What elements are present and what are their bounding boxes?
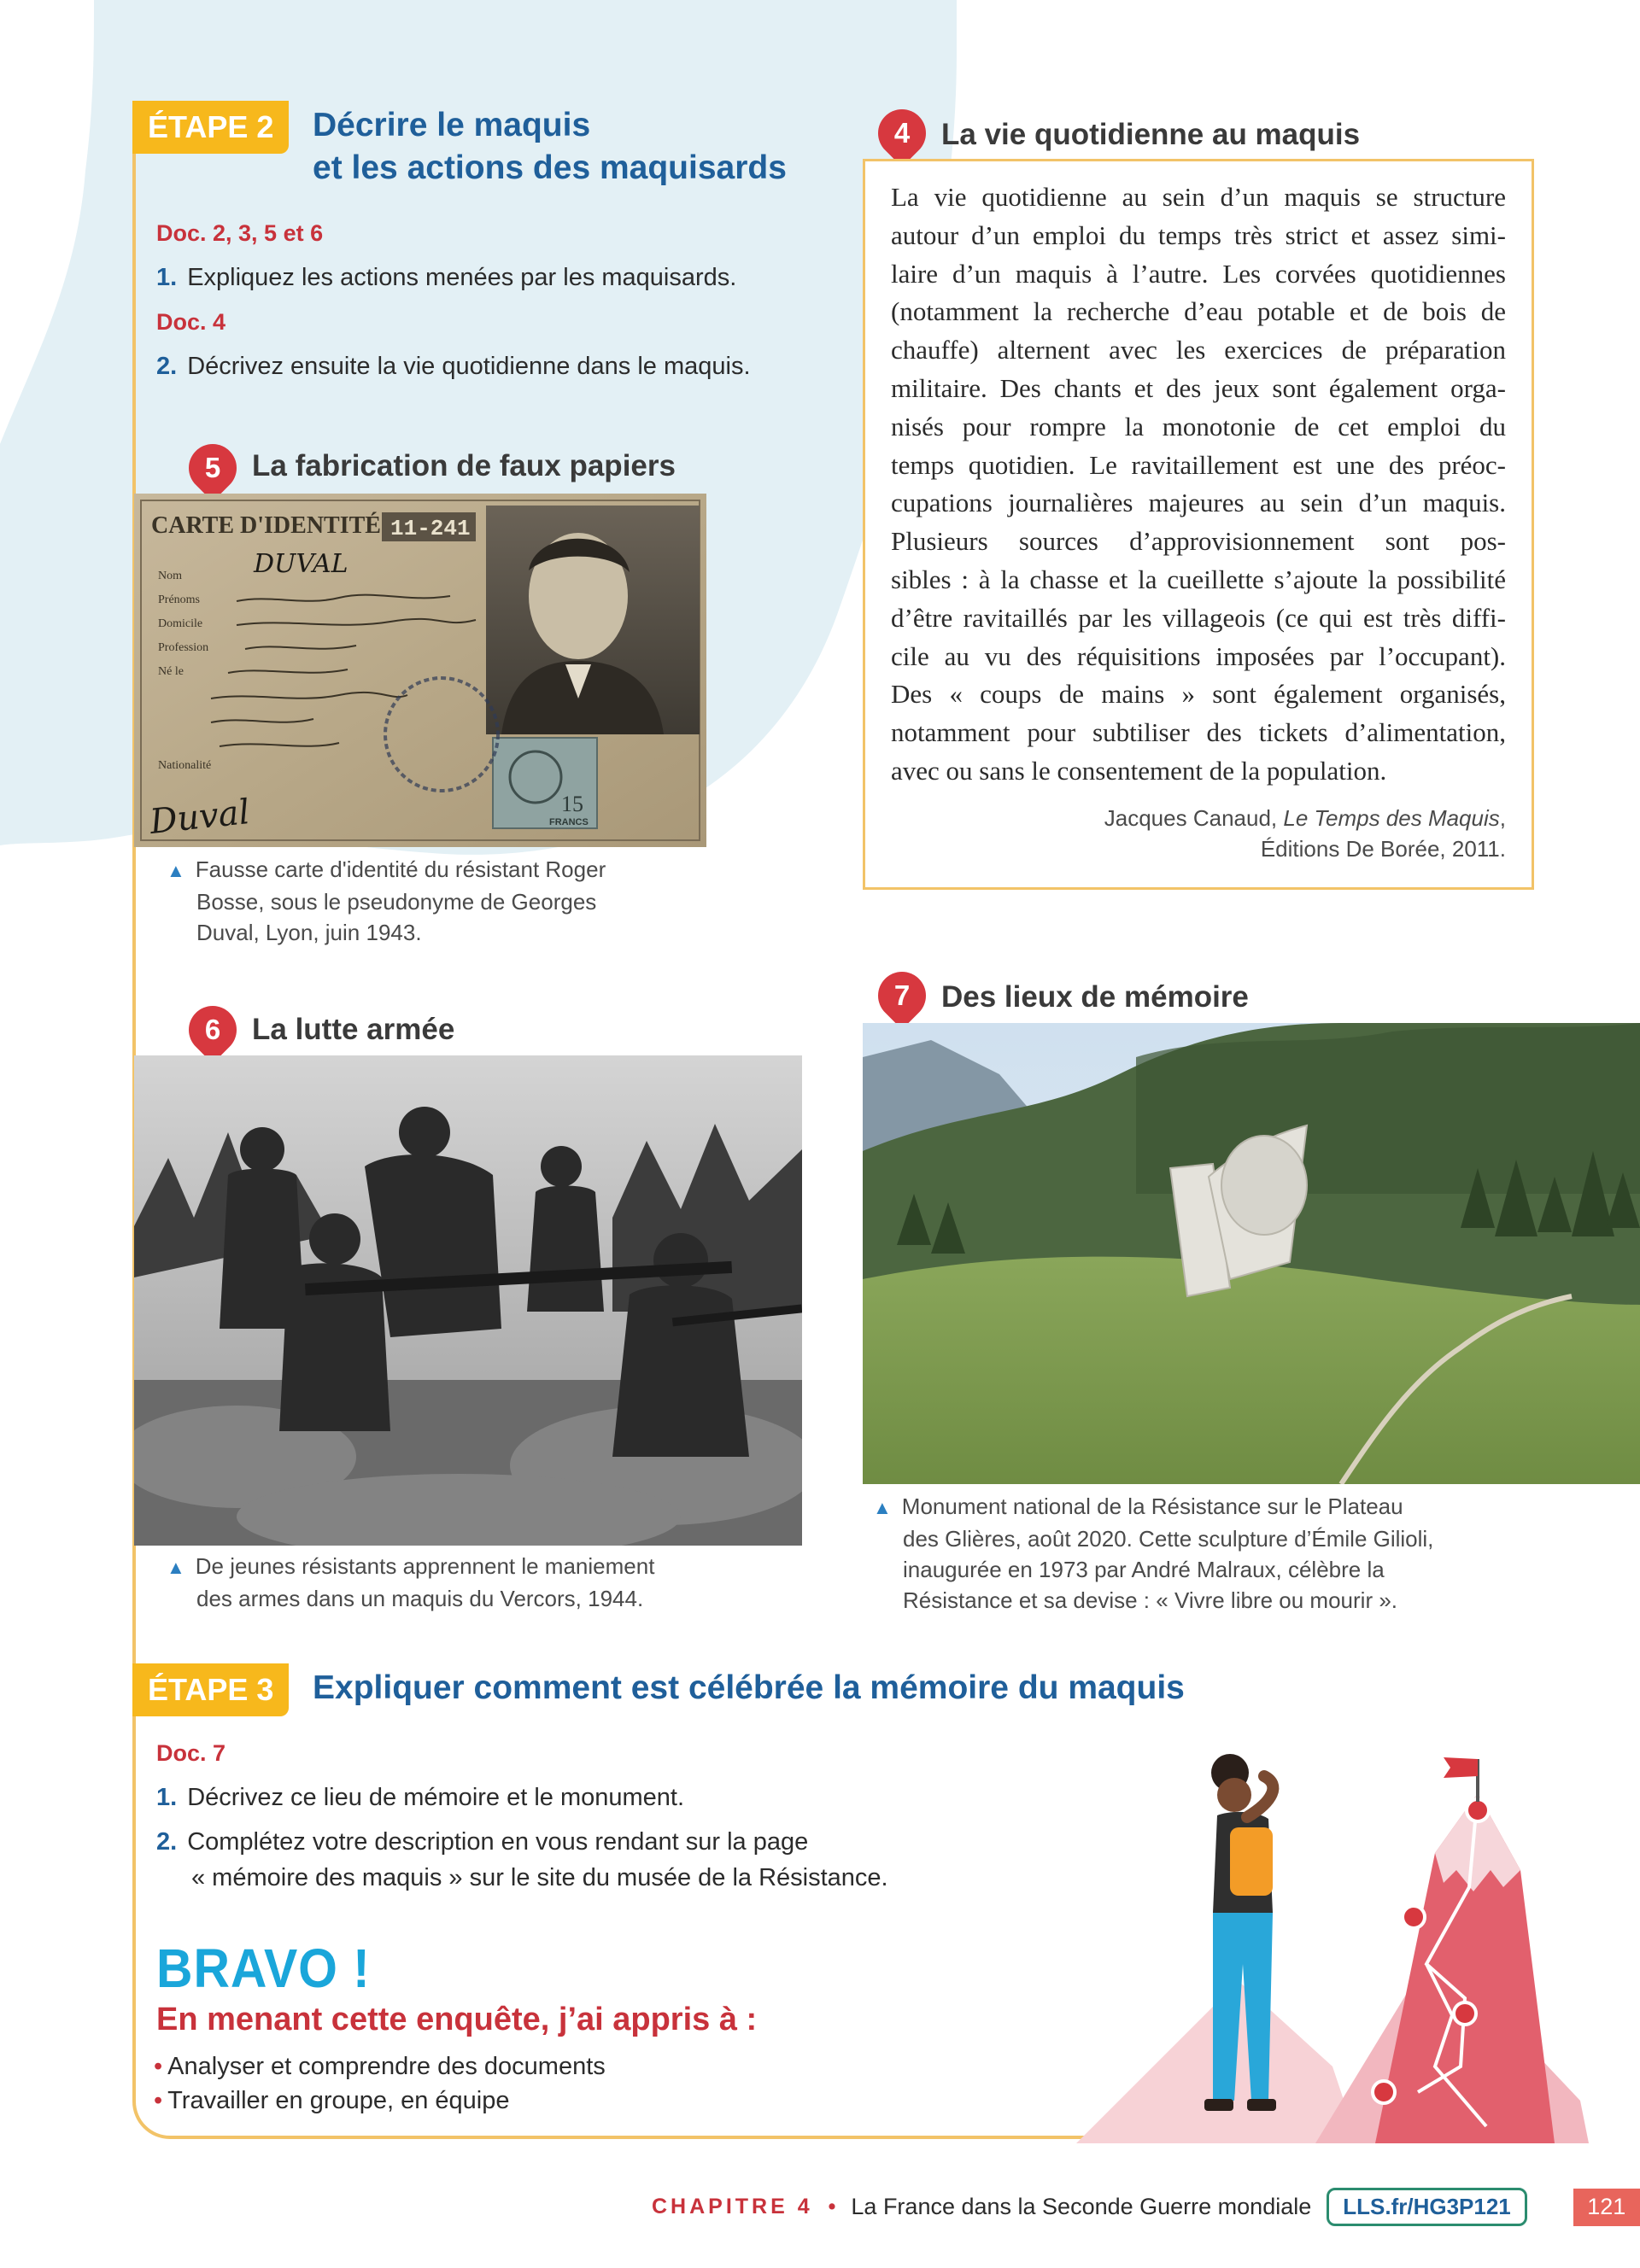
etape-2-question-2: [156, 348, 751, 384]
triangle-up-icon: ▲: [167, 1557, 185, 1578]
footer: [652, 2188, 1640, 2226]
doc-6-title: La lutte armée: [252, 1013, 455, 1046]
question-number: 2.: [156, 1828, 178, 1856]
etape-2-doc-ref-1: Doc. 2, 3, 5 et 6: [156, 220, 324, 246]
etape-3-question-2: [156, 1824, 888, 1896]
doc-6-number: 6: [204, 1014, 221, 1045]
page-number: 121: [1573, 2189, 1640, 2226]
card-label-ne: Né le: [158, 665, 184, 678]
card-label-profession: Profession: [158, 641, 209, 654]
etape-2-title: [313, 104, 787, 190]
doc-5-pin-icon: [189, 444, 237, 492]
resistance-fighters-photo: [134, 1055, 802, 1546]
doc-4-text-line: militaire. Des chants et des jeux sont également orga-: [891, 372, 1506, 403]
skill-item: [154, 2084, 510, 2118]
doc-4-text-line: temps quotidien. Le ravitaillement est une des préoc-: [891, 449, 1506, 480]
doc-4-text-line: chauffe) alternent avec les exercices de préparation: [891, 335, 1506, 365]
doc-4-pin-icon: [878, 109, 926, 157]
triangle-up-icon: ▲: [873, 1497, 892, 1518]
caption-line: Résistance et sa devise : « Vivre libre ou mourir ».: [903, 1587, 1398, 1613]
doc-4-text-line: (notamment la recherche d’eau potable et de bois de: [891, 296, 1506, 327]
card-title: CARTE D'IDENTITÉ: [151, 512, 381, 539]
bravo-title: BRAVO !: [156, 1938, 371, 1999]
doc-4-text-line: notamment pour subtiliser des tickets d’alimentation,: [891, 717, 1506, 748]
doc-4-text-line: Des « coups de mains » sont également organisés,: [891, 679, 1506, 710]
caption-line: Monument national de la Résistance sur le Plateau: [901, 1493, 1403, 1519]
caption-line: des armes dans un maquis du Vercors, 1944.: [196, 1586, 644, 1611]
card-label-nom: Nom: [158, 570, 182, 582]
doc-5-title: La fabrication de faux papiers: [252, 449, 676, 482]
doc-7-pin-icon: [878, 972, 926, 1020]
skill-item: [154, 2049, 606, 2084]
etape-2-question-1: [156, 260, 736, 295]
question-text: Complétez votre description en vous rendant sur la page: [187, 1828, 809, 1856]
doc-4-text-line: cile au vu des réquisitions imposées par l’occupant).: [891, 640, 1506, 671]
bullet-icon: •: [154, 2053, 163, 2080]
question-text-line-2: « mémoire des maquis » sur le site du musée de la Résistance.: [191, 1864, 888, 1891]
caption-line: des Glières, août 2020. Cette sculpture d’Émile Gilioli,: [903, 1526, 1434, 1552]
signature: Duval: [148, 792, 252, 842]
etape-2-doc-ref-2: Doc. 4: [156, 309, 226, 335]
doc-4-text-line: autour d’un emploi du temps très strict et assez simi-: [891, 219, 1506, 250]
monument-photo: [863, 1023, 1640, 1484]
doc-5-number: 5: [204, 452, 221, 483]
id-card-photo: [134, 494, 706, 847]
doc-4-title: La vie quotidienne au maquis: [941, 118, 1361, 151]
doc-6-caption: [167, 1551, 654, 1614]
doc-4-text-line: La vie quotidienne au sein d’un maquis se structure: [891, 182, 1506, 212]
caption-line: De jeunes résistants apprennent le maniement: [195, 1553, 655, 1579]
caption-line: Duval, Lyon, juin 1943.: [196, 920, 422, 945]
footer-chapter-title: La France dans la Seconde Guerre mondiale: [851, 2194, 1312, 2219]
footer-chapter: CHAPITRE 4: [652, 2195, 813, 2218]
source-publisher: Éditions De Borée, 2011.: [1260, 835, 1506, 862]
card-number: 11-241: [390, 516, 471, 541]
question-text: Décrivez ensuite la vie quotidienne dans le maquis.: [187, 353, 751, 380]
doc-4-text: [891, 178, 1506, 791]
caption-line: Fausse carte d'identité du résistant Roger: [195, 856, 606, 882]
doc-4-text-line: sibles : à la chasse et la cueillette s’ajoute la possibilité: [891, 564, 1506, 594]
doc-4-text-line: avec ou sans le consentement de la population.: [891, 755, 1387, 786]
card-label-prenom: Prénoms: [158, 593, 200, 606]
etape-3-title: Expliquer comment est célébrée la mémoire du maquis: [313, 1669, 1185, 1706]
doc-6-pin-icon: [189, 1006, 237, 1054]
doc-4-text-line: laire d’un maquis à l’autre. Les corvées quotidiennes: [891, 258, 1506, 289]
doc-4-text-line: cupations journalières majeures au sein d’un maquis.: [891, 488, 1506, 518]
footer-separator: •: [828, 2195, 836, 2218]
question-number: 1.: [156, 264, 178, 291]
caption-line: inaugurée en 1973 par André Malraux, célèbre la: [903, 1557, 1385, 1582]
bullet-icon: •: [154, 2087, 163, 2114]
question-text: Expliquez les actions menées par les maquisards.: [187, 264, 737, 291]
hiker-mountain-illustration: [1076, 1742, 1589, 2143]
question-text: Décrivez ce lieu de mémoire et le monument.: [187, 1784, 685, 1811]
etape-2-title-line-2: et les actions des maquisards: [313, 149, 787, 186]
footer-link[interactable]: LLS.fr/HG3P121: [1327, 2188, 1527, 2226]
triangle-up-icon: ▲: [167, 860, 185, 881]
skill-text: Analyser et comprendre des documents: [167, 2053, 606, 2080]
source-comma: ,: [1499, 804, 1506, 831]
etape-3-question-1: [156, 1780, 684, 1815]
stamp-value: 15: [561, 792, 583, 816]
doc-4-text-line: d’être ravitaillés par les villageois (ce qui est très diffi-: [891, 602, 1506, 633]
card-name: DUVAL: [254, 549, 348, 579]
card-label-nationalite: Nationalité: [158, 759, 212, 772]
doc-4-number: 4: [893, 117, 911, 149]
doc-4-text-line: Plusieurs sources d’approvisionnement sont pos-: [891, 526, 1506, 557]
etape-3-doc-ref: Doc. 7: [156, 1740, 226, 1766]
question-number: 2.: [156, 353, 178, 380]
doc-4-source: [891, 803, 1506, 864]
doc-4-text-box: [863, 159, 1534, 890]
stamp-unit: FRANCS: [549, 817, 589, 827]
flag-icon: [1444, 1757, 1478, 1778]
backpack-icon: [1230, 1827, 1273, 1896]
doc-5-caption: [167, 854, 606, 948]
source-book: Le Temps des Maquis: [1283, 804, 1500, 831]
doc-7-number: 7: [893, 979, 911, 1011]
doc-7-title: Des lieux de mémoire: [941, 980, 1249, 1014]
caption-line: Bosse, sous le pseudonyme de Georges: [196, 889, 597, 915]
source-author: Jacques Canaud,: [1104, 804, 1284, 831]
etape-3-badge: ÉTAPE 3: [132, 1663, 289, 1716]
question-number: 1.: [156, 1784, 178, 1811]
card-label-domicile: Domicile: [158, 617, 203, 630]
doc-4-text-line: nisés pour rompre la monotonie de cet emploi du: [891, 411, 1506, 441]
etape-2-title-line-1: Décrire le maquis: [313, 107, 591, 143]
bravo-subtitle: En menant cette enquête, j’ai appris à :: [156, 2002, 758, 2037]
doc-7-caption: [873, 1491, 1433, 1616]
skill-text: Travailler en groupe, en équipe: [167, 2087, 510, 2114]
etape-2-badge: ÉTAPE 2: [132, 101, 289, 154]
